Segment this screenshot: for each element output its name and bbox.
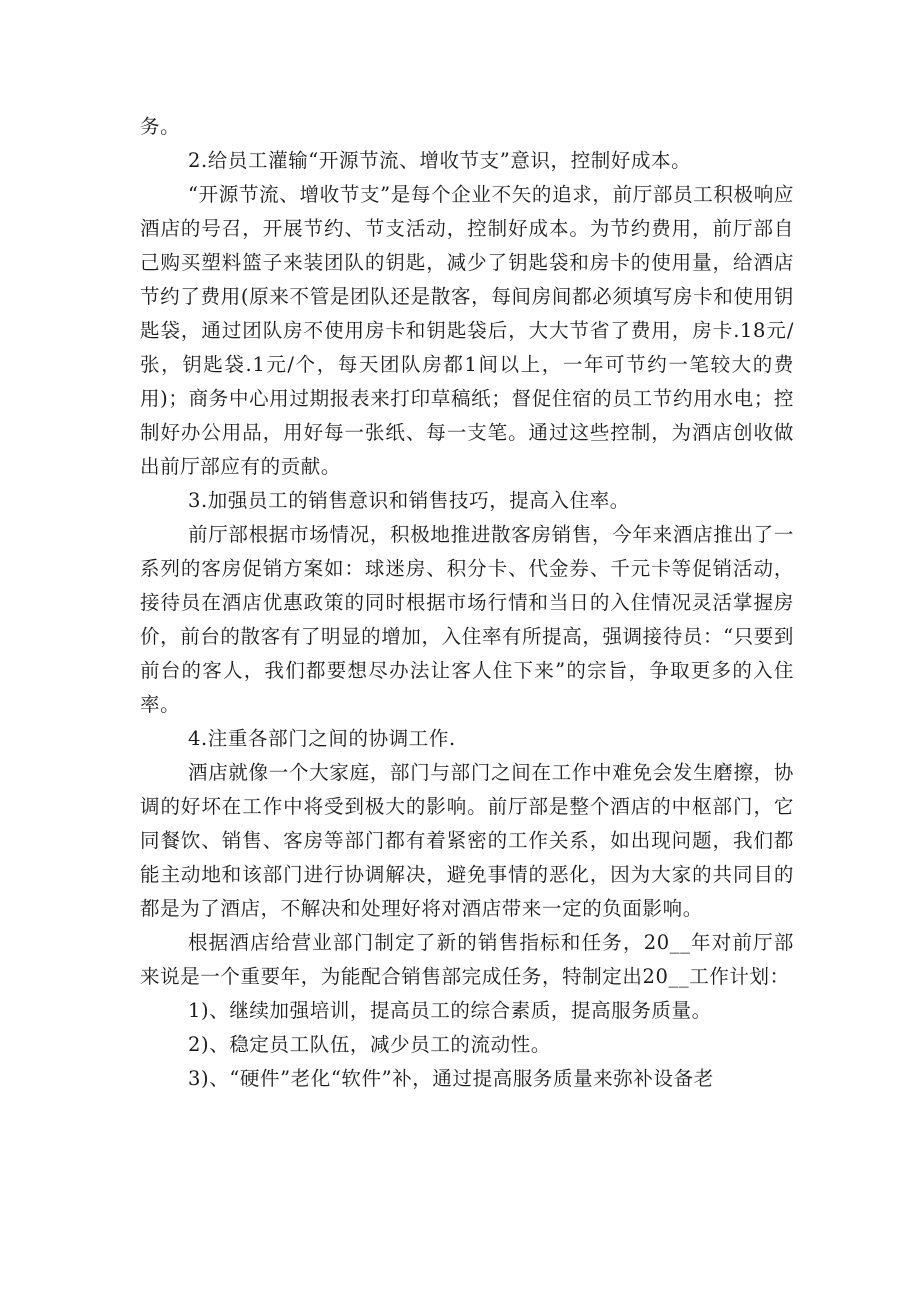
plan-item-2: 2)、稳定员工队伍，减少员工的流动性。 bbox=[188, 1033, 551, 1056]
paragraph-cost-control: “开源节流、增收节支”是每个企业不矢的追求，前厅部员工积极响应酒店的号召，开展节约、节支活动，控制好成本。为节约费用，前厅部自己购买塑料篮子来装团队的钥匙，减少了钥匙袋和房卡的使用量，给酒店节约了费用(原来不管是团队还是散客，每间房间都必须填写房卡和使用钥匙袋，通过团队房不使用房卡和钥匙袋后，大大节省了费用，房卡.18元/张，钥匙袋.1元/个，每天团队房都1间以上，一年可节约一笔较大的费用)；商务中心用过期报表来打印草稿纸；督促住宿的员工节约用水电；控制好办公用品，用好每一张纸、每一支笔。通过这些控制，为酒店创收做出前厅部应有的贡献。 bbox=[140, 183, 794, 478]
paragraph-continuation: 务。 bbox=[140, 115, 181, 138]
heading-item-2: 2.给员工灌输“开源节流、增收节支”意识，控制好成本。 bbox=[188, 149, 692, 172]
paragraph-plan-intro: 根据酒店给营业部门制定了新的销售指标和任务，20__年对前厅部来说是一个重要年，为能配合销售部完成任务，特制定出20__工作计划： bbox=[140, 931, 794, 988]
paragraph-coordination: 酒店就像一个大家庭，部门与部门之间在工作中难免会发生磨擦，协调的好坏在工作中将受到极大的影响。前厅部是整个酒店的中枢部门，它同餐饮、销售、客房等部门都有着紧密的工作关系，如出现问题，我们都能主动地和该部门进行协调解决，避免事情的恶化，因为大家的共同目的都是为了酒店，不解决和处理好将对酒店带来一定的负面影响。 bbox=[140, 761, 794, 920]
heading-item-4: 4.注重各部门之间的协调工作. bbox=[188, 727, 456, 750]
paragraph-sales: 前厅部根据市场情况，积极地推进散客房销售，今年来酒店推出了一系列的客房促销方案如：球迷房、积分卡、代金券、千元卡等促销活动，接待员在酒店优惠政策的同时根据市场行情和当日的入住情况灵活掌握房价，前台的散客有了明显的增加，入住率有所提高，强调接待员：“只要到前台的客人，我们都要想尽办法让客人住下来”的宗旨，争取更多的入住率。 bbox=[140, 523, 794, 716]
heading-item-3: 3.加强员工的销售意识和销售技巧，提高入住率。 bbox=[188, 489, 630, 512]
plan-item-1: 1)、继续加强培训，提高员工的综合素质，提高服务质量。 bbox=[188, 999, 712, 1022]
document-body bbox=[140, 110, 794, 1096]
plan-item-3: 3)、“硬件”老化“软件”补，通过提高服务质量来弥补设备老 bbox=[188, 1067, 714, 1090]
